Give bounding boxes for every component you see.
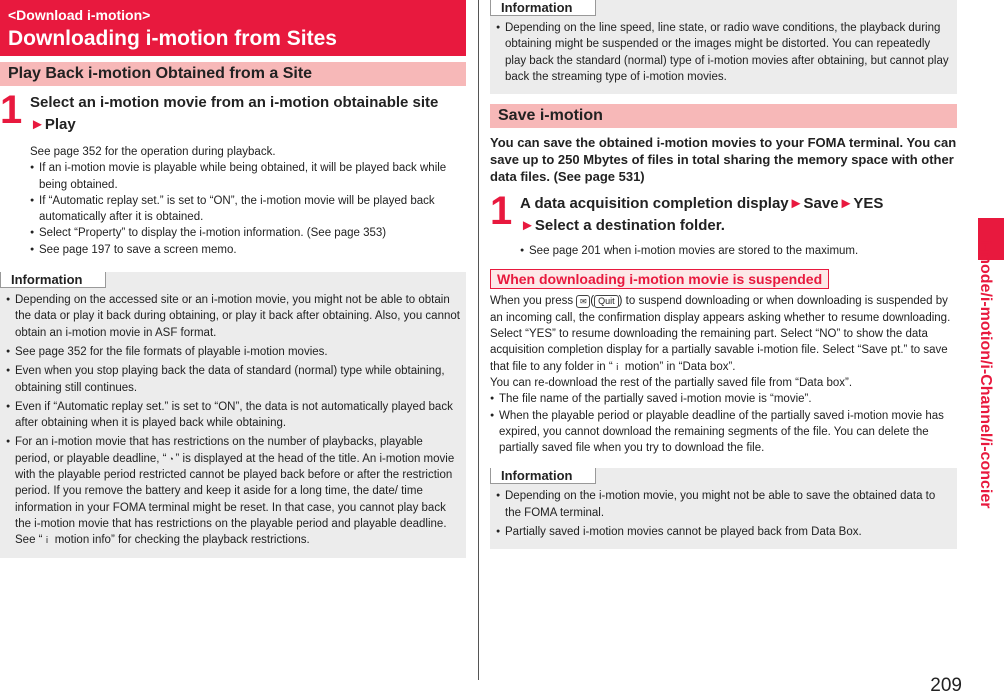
p1-c: ) to suspend downloading or when downloading is suspended by an incoming call, the confirmation display appears asking whether to resume downloading. — [490, 295, 951, 324]
section-heading-save: Save i-motion — [490, 104, 957, 128]
step-number: 1 — [490, 189, 513, 234]
side-tab-label: i-mode/i-motion/i-Channel/i-concier — [977, 240, 994, 509]
sub-heading-wrap — [490, 269, 957, 289]
arrow-icon: ► — [30, 116, 45, 133]
step-a: A data acquisition completion display — [520, 195, 789, 213]
arrow-icon: ► — [520, 217, 535, 235]
para-1: When you press ✉ ( Quit ) to suspend downloading or when downloading is suspended by an incoming call, the confirmation display appears asking whether to resume downloading. — [490, 295, 951, 324]
p2-a: Select “YES” to resume downloading the remaining part. Select “NO” to show the data acquisition completion display for a partially savable i-motion file. Select “Save pt.” to save that file to any folder in “ — [490, 328, 948, 373]
info-label: Information — [0, 272, 106, 288]
info-box-right-bottom — [490, 468, 957, 549]
bullet-item: ● Select “Property” to display the i-motion information. (See page 353) — [30, 225, 466, 241]
arrow-icon: ► — [788, 195, 804, 213]
step-c: YES — [853, 195, 884, 213]
step-text: Select an i-motion movie from an i-motion obtainable site — [30, 94, 439, 111]
info-item — [6, 434, 460, 548]
arrow-icon: ► — [838, 195, 854, 213]
step-heading — [520, 193, 957, 237]
title-banner — [0, 0, 466, 56]
step-notes — [30, 144, 466, 258]
bullet-item: ● If an i-motion movie is playable while being obtained, it will be played back while being obtained. — [30, 160, 466, 193]
bullet-item: ● If “Automatic replay set.” is set to “ON”, the i-motion movie will be played back automatically after it is obtained. — [30, 193, 466, 226]
step-1-save — [490, 189, 957, 259]
p2-b: motion” in “Data box”. — [621, 360, 736, 373]
column-divider — [478, 0, 479, 680]
para-3: You can re-download the rest of the partially saved file from “Data box”. — [490, 376, 853, 389]
page-title: Downloading i-motion from Sites — [8, 27, 337, 50]
info-item: ● Depending on the line speed, line state, or radio wave conditions, the playback during obtaining might be suspended or the images might be distorted. You can repeatedly play back the standard (normal) type of i-motion movies after obtaining, but cannot play back the streaming type of i-motion movies. — [496, 20, 951, 85]
side-index-tab — [970, 0, 1004, 540]
info-box-right-top — [490, 0, 957, 94]
info-item: ● See page 352 for the file formats of playable i-motion movies. — [6, 344, 460, 360]
step-1-playback — [0, 88, 466, 258]
sub-heading-suspended: When downloading i-motion movie is suspended — [490, 269, 829, 289]
right-column — [490, 0, 957, 549]
info-item: ● Depending on the i-motion movie, you might not be able to save the obtained data to the FOMA terminal. — [496, 488, 951, 521]
info-item: ● Depending on the accessed site or an i-motion movie, you might not be able to obtain the data or play it back during obtaining, or play it back after obtaining. Also, you cannot obtain an i-motion movie in ASF format. — [6, 292, 460, 341]
info-text-c: motion info” for checking the playback restrictions. — [51, 534, 310, 547]
info-label: Information — [490, 0, 596, 16]
step-note: ● See page 201 when i-motion movies are stored to the maximum. — [520, 243, 957, 259]
step-play: Play — [44, 116, 76, 133]
info-item: ● Even if “Automatic replay set.” is set to “ON”, the data is not automatically played back after obtaining when it is played back while obtaining. — [6, 399, 460, 432]
suspend-body — [490, 293, 957, 456]
restriction-icon: ◔ — [168, 453, 174, 464]
bullet-item: ● See page 197 to save a screen memo. — [30, 242, 466, 258]
note-line: See page 352 for the operation during playback. — [30, 146, 276, 158]
para-2 — [490, 326, 957, 375]
i-icon: ⅰ — [615, 361, 619, 372]
step-number: 1 — [0, 88, 23, 132]
info-box-left — [0, 272, 466, 557]
info-text-b: ” is displayed at the head of the title. An i-motion movie with the playable period restricted cannot be played back before or after the restriction period. If you remove the battery and keep it aside for a long time, the date/ time information in your FOMA terminal might be reset. In that case, you cannot play back the i-motion movie that has restrictions on the playable period and playable deadline. See “ — [15, 452, 455, 547]
info-item: ● Partially saved i-motion movies cannot be played back from Data Box. — [496, 524, 951, 540]
title-small: <Download i-motion> — [8, 7, 151, 23]
info-label: Information — [490, 468, 596, 484]
mail-key-icon: ✉ — [576, 295, 590, 308]
left-column — [0, 0, 466, 558]
save-intro: You can save the obtained i-motion movies to your FOMA terminal. You can save up to 250 Mbytes of files in total sharing the memory space with other data files. (See page 531) — [490, 135, 957, 185]
step-d: Select a destination folder. — [534, 217, 725, 235]
page-number: 209 — [930, 675, 962, 696]
info-text-a: For an i-motion movie that has restrictions on the number of playbacks, playable period, or playable deadline, “ — [15, 436, 423, 465]
i-icon: ⅰ — [45, 535, 49, 546]
bullet-item: ● The file name of the partially saved i-motion movie is “movie”. — [490, 391, 957, 407]
step-b: Save — [803, 195, 839, 213]
section-heading-playback: Play Back i-motion Obtained from a Site — [0, 62, 466, 86]
quit-key-label: Quit — [594, 295, 619, 308]
info-item: ● Even when you stop playing back the data of standard (normal) type while obtaining, obtaining still continues. — [6, 363, 460, 396]
bullet-item: ● When the playable period or playable deadline of the partially saved i-motion movie has expired, you cannot download the remaining segments of the file. You can delete the partially saved file when you try to download the file. — [490, 408, 957, 457]
step-heading — [30, 92, 466, 136]
p1-a: When you press — [490, 295, 577, 308]
